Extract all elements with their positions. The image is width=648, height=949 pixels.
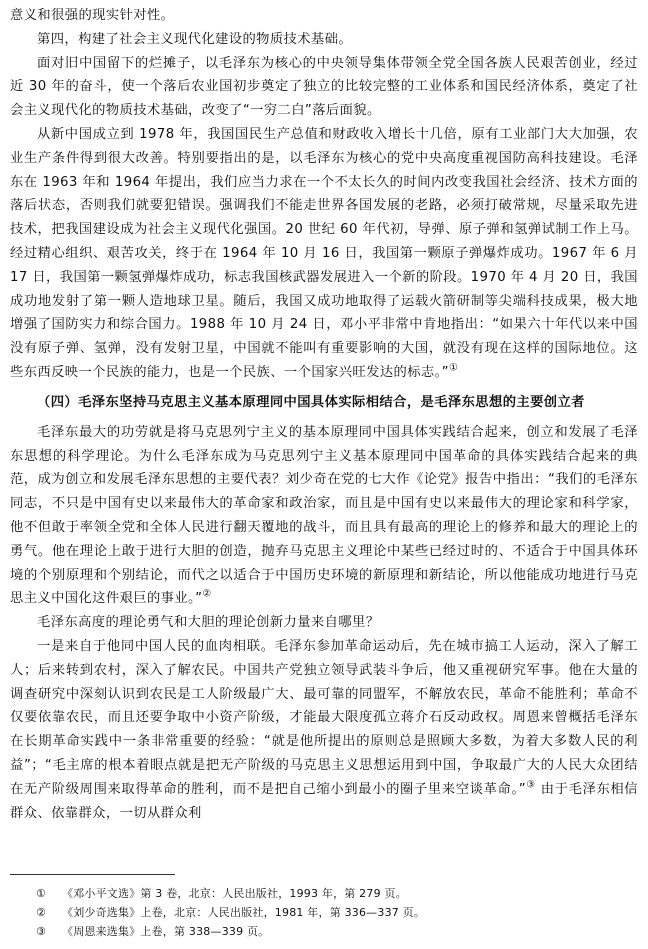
paragraph [10, 52, 638, 123]
paragraph [10, 28, 638, 52]
footnote-reference[interactable]: ② [202, 588, 212, 600]
paragraph-text: 第四，构建了社会主义现代化建设的物质技术基础。 [37, 31, 353, 47]
paragraph-text: 一是来自于他同中国人民的血肉相联。毛泽东参加革命运动后，先在城市搞工人运动，深入了解工人；后来转到农村，深入了解农民。中国共产党独立领导武装斗争后，他又重视研究军事。他在大量的调查研究中深刻认识到农民是工人阶级最广大、最可靠的同盟军，不解放农民，革命不能胜利；革命不仅要依靠农民，而且还要争取中小资产阶级，才能最大限度孤立蒋介石反动政权。周恩来曾概括毛泽东在长期革命实践中一条非常重要的经验：“就是他所提出的原则总是照顾大多数，为着大多数人民的利益”；“毛主席的根本着眼点就是把无产阶级的马克思主义思想运用到中国，争取最广大的人民大众团结在无产阶级周围来取得革命的胜利，而不是把自己缩小到最小的圈子里来空谈革命。” [10, 638, 638, 797]
footnote-item [36, 922, 425, 941]
footnote-reference[interactable]: ① [448, 362, 459, 374]
paragraph-text: 毛泽东最大的功劳就是将马克思列宁主义的基本原理同中国具体实践结合起来，创立和发展了毛泽东思想的科学理论。为什么毛泽东成为马克思列宁主义基本原理同中国革命的具体实践结合起来的典范，成为创立和发展毛泽东思想的主要代表？刘少奇在党的七大作《论党》报告中指出：“我们的毛泽东同志，不只是中国有史以来最伟大的革命家和政治家，而且是中国有史以来最伟大的理论家和科学家，他不但敢于率领全党和全体人民进行翻天覆地的战斗，而且具有最高的理论上的修养和最大的理论上的勇气。他在理论上敢于进行大胆的创造，抛弃马克思主义理论中某些已经过时的、不适合于中国具体环境的个别原理和个别结论，而代之以适合于中国历史环境的新原理和新结论，所以他能成功地进行马克思主义中国化这件艰巨的事业。” [10, 424, 638, 607]
footnote-mark: ① [36, 887, 47, 900]
paragraph-text-continued: 由于毛泽东相信群众、依靠群众，一切从群众利 [10, 781, 639, 821]
footnote-item [36, 903, 425, 922]
paragraph [10, 611, 638, 635]
body-text-top [10, 4, 638, 385]
footnote-text: 《邓小平文选》第 3 卷，北京：人民出版社，1993 年，第 279 页。 [62, 887, 407, 900]
body-text-bottom [10, 421, 638, 826]
footnote-mark: ② [36, 906, 47, 919]
paragraph [10, 123, 638, 385]
footnote-reference[interactable]: ③ [526, 779, 536, 791]
paragraph [10, 421, 638, 611]
footnotes [36, 884, 425, 941]
footnote-item [36, 884, 425, 903]
section-heading: （四）毛泽东坚持马克思主义基本原理同中国具体实际相结合，是毛泽东思想的主要创立者 [37, 394, 585, 410]
paragraph-text: 毛泽东高度的理论勇气和大胆的理论创新力量来自哪里？ [37, 615, 380, 631]
paragraph-text: 从新中国成立到 1978 年，我国国民生产总值和财政收入增长十几倍，原有工业部门大大加强，农业生产条件得到很大改善。特别要指出的是，以毛泽东为核心的党中央高度重视国防高科技建设。毛泽东在 1963 年和 1964 年提出，我们应当力求在一个不太长久的时间内改变我国社会经济、技术方面的落后状态，否则我们就要犯错误。强调我们不能走世界各国发展的老路，必须打破常规，尽量采取先进技术，把我国建设成为社会主义现代化强国。20 世纪 60 年代初，导弹、原子弹和氢弹试制工作上马。经过精心组织、艰苦攻关，终于在 1964 年 10 月 16 日，我国第一颗原子弹爆炸成功。1967 年 6 月 17 日，我国第一颗氢弹爆炸成功，标志我国核武器发展进入一个新的阶段。1970 年 4 月 20 日，我国成功地发射了第一颗人造地球卫星。随后，我国又成功地取得了运载火箭研制等尖端科技成果，极大地增强了国防实力和综合国力。1988 年 10 月 24 日，邓小平非常中肯地指出：“如果六十年代以来中国没有原子弹、氢弹，没有发射卫星，中国就不能叫有重要影响的大国，就没有现在这样的国际地位。这些东西反映一个民族的能力，也是一个民族、一个国家兴旺发达的标志。” [10, 126, 638, 380]
paragraph [10, 4, 638, 28]
footnote-text: 《周恩来选集》上卷，第 338—339 页。 [62, 925, 270, 938]
footnote-mark: ③ [36, 925, 47, 938]
footnote-divider [10, 874, 175, 875]
footnote-text: 《刘少奇选集》上卷，北京：人民出版社，1981 年，第 336—337 页。 [62, 906, 426, 919]
paragraph-text: 意义和很强的现实针对性。 [10, 8, 175, 23]
paragraph [10, 635, 638, 825]
paragraph-text: 面对旧中国留下的烂摊子，以毛泽东为核心的中央领导集体带领全党全国各族人民艰苦创业，经过近 30 年的奋斗，使一个落后农业国初步奠定了独立的比较完整的工业体系和国民经济体系，奠定了社会主义现代化的物质技术基础，改变了“一穷二白”落后面貌。 [10, 55, 638, 119]
